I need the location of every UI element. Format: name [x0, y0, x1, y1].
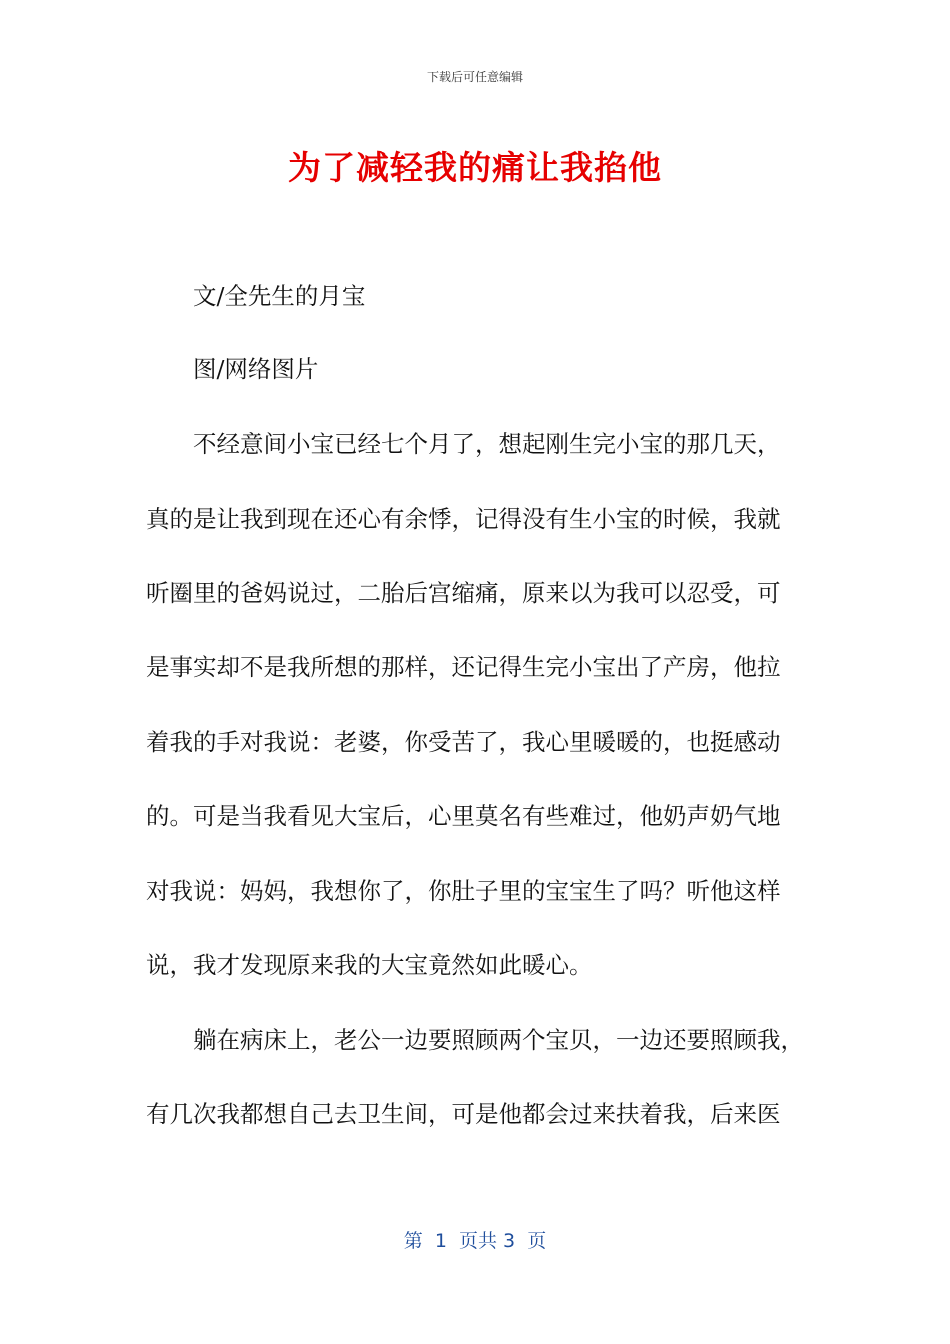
- body-line-3: 听圈里的爸妈说过，二胎后宫缩痛，原来以为我可以忍受，可: [146, 579, 781, 607]
- author-line: 文/全先生的月宝: [193, 282, 366, 310]
- page-number-footer: 第 1 页共 3 页: [403, 1230, 547, 1252]
- body-line-5: 着我的手对我说：老婆，你受苦了，我心里暖暖的，也挺感动: [146, 728, 781, 756]
- header-note: 下载后可任意编辑: [426, 70, 523, 84]
- body-line-6: 的。可是当我看见大宝后，心里莫名有些难过，他奶声奶气地: [146, 802, 781, 830]
- body-line-10: 有几次我都想自己去卫生间，可是他都会过来扶着我，后来医: [146, 1100, 781, 1128]
- body-line-1: 不经意间小宝已经七个月了，想起刚生完小宝的那几天，: [193, 430, 781, 458]
- body-line-4: 是事实却不是我所想的那样，还记得生完小宝出了产房，他拉: [146, 653, 781, 681]
- body-line-7: 对我说：妈妈，我想你了，你肚子里的宝宝生了吗？听他这样: [146, 877, 781, 905]
- image-credit-line: 图/网络图片: [193, 355, 319, 383]
- document-title: 为了减轻我的痛让我掐他: [288, 148, 662, 187]
- body-line-8: 说，我才发现原来我的大宝竟然如此暖心。: [146, 951, 593, 979]
- body-line-9: 躺在病床上，老公一边要照顾两个宝贝，一边还要照顾我，: [193, 1026, 804, 1054]
- body-line-2: 真的是让我到现在还心有余悸，记得没有生小宝的时候，我就: [146, 505, 781, 533]
